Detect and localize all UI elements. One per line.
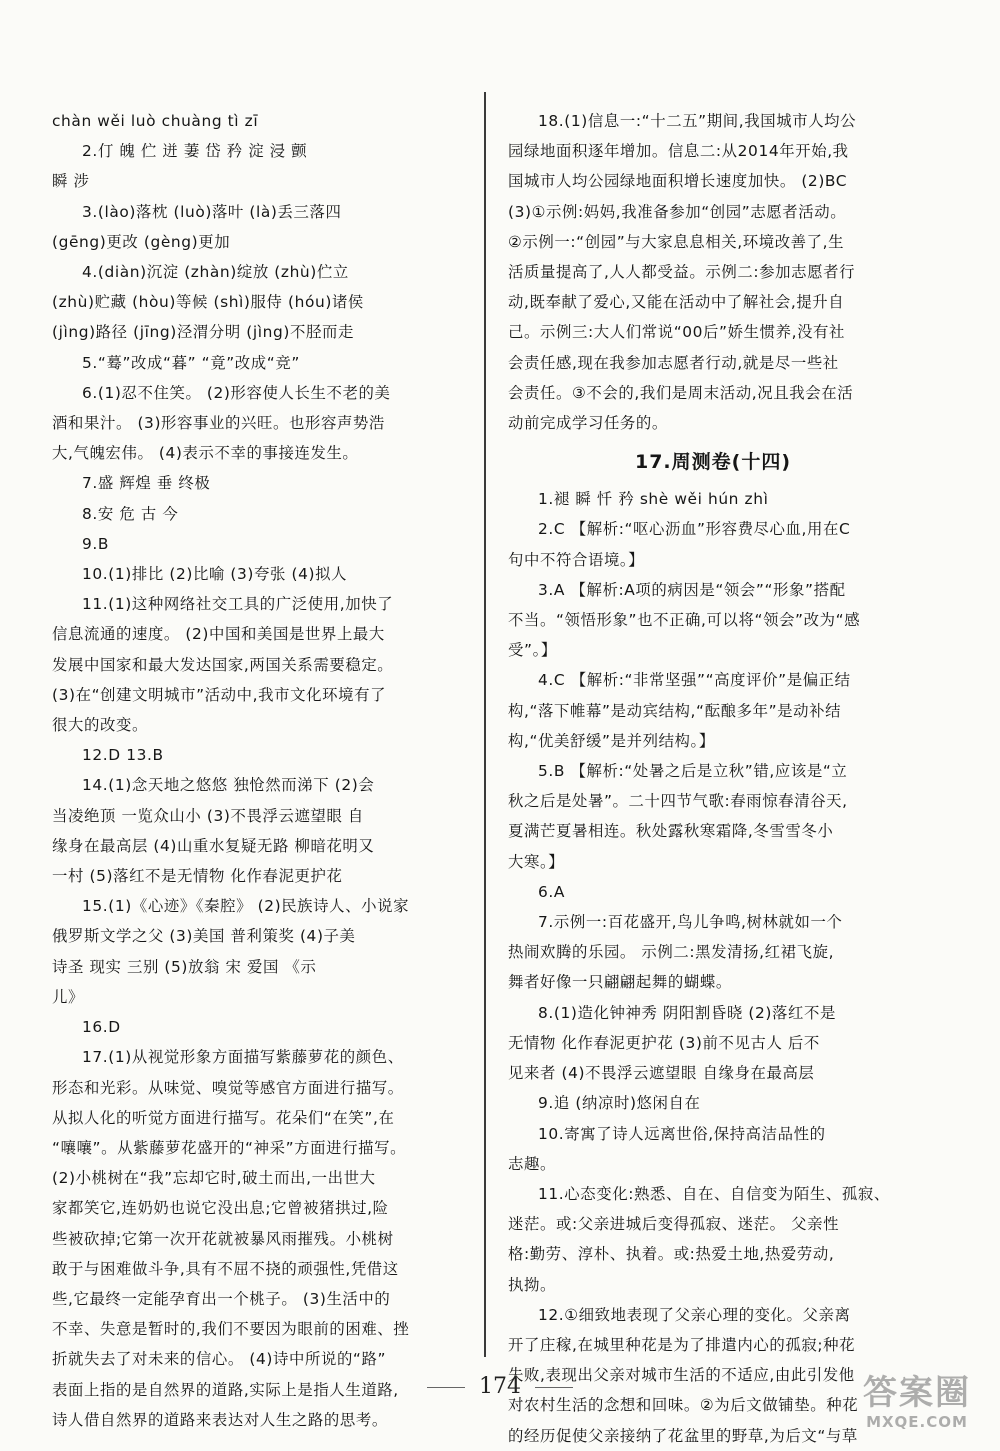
answer-line: 酒和果汁。 (3)形容事业的兴旺。也形容声势浩 [52,414,385,433]
answer-line: 8.安 危 古 今 [82,504,179,523]
answer-line: 受”。】 [508,641,557,660]
answer-line: 俄罗斯文学之父 (3)美国 普利策奖 (4)子美 [52,927,356,946]
answer-line: 3.A 【解析:A项的病因是“领会”“形象”搭配 [538,580,846,599]
answer-line: 5.“蓦”改成“暮” “竟”改成“竞” [82,353,300,372]
answer-line: 不当。“领悟形象”也不正确,可以将“领会”改为“感 [508,611,861,630]
answer-line: 对农村生活的念想和回味。②为后文做铺垫。种花 [508,1396,859,1415]
page-number: 174 [0,1374,1000,1399]
answer-line: 形态和光彩。从味觉、嗅觉等感官方面进行描写。 [52,1078,404,1097]
answer-line: 2.仃 魄 伫 迸 萋 岱 矜 淀 浸 颤 [82,142,308,161]
answer-line: 17.(1)从视觉形象方面描写紫藤萝花的颜色、 [82,1048,404,1067]
answer-line: 的经历促使父亲接纳了花盆里的野草,为后文“与草 [508,1426,858,1445]
answer-line: 夏满芒夏暑相连。秋处露秋寒霜降,冬雪雪冬小 [508,822,834,841]
answer-line: 儿》 [52,987,84,1006]
answer-line: 大,气魄宏伟。 (4)表示不幸的事接连发生。 [52,444,359,463]
answer-line: 7.盛 辉煌 垂 终极 [82,474,211,493]
answer-line: 10.(1)排比 (2)比喻 (3)夸张 (4)拟人 [82,565,348,584]
answer-line: 舞者好像一只翩翩起舞的蝴蝶。 [508,973,732,992]
answer-line: 不幸、失意是暂时的,我们不要因为眼前的困难、挫 [52,1320,410,1339]
answer-line: ②示例一:“创园”与大家息息相关,环境改善了,生 [508,232,845,251]
answer-line: 家都笑它,连奶奶也说它没出息;它曾被猪拱过,险 [52,1199,389,1218]
answer-line: 14.(1)念天地之悠悠 独怆然而涕下 (2)会 [82,776,375,795]
answer-line: 园绿地面积逐年增加。信息二:从2014年开始,我 [508,142,849,161]
answer-line: 发展中国家和最大发达国家,两国关系需要稳定。 [52,655,394,674]
right-bottom-answers [508,484,918,1451]
answer-line: (2)小桃树在“我”忘却它时,破土而出,一出世大 [52,1169,376,1188]
answer-line: 18.(1)信息一:“十二五”期间,我国城市人均公 [538,112,857,130]
answer-line: (zhù)贮藏 (hòu)等候 (shì)服侍 (hóu)诸侯 [52,293,364,312]
answer-line: 志趣。 [508,1154,556,1173]
answer-line: 失败,表现出父亲对城市生活的不适应,由此引发他 [508,1366,855,1385]
answer-line: 动前完成学习任务的。 [508,414,668,433]
answer-line: 信息流通的速度。 (2)中国和美国是世界上最大 [52,625,385,644]
answer-line: 国城市人均公园绿地面积增长速度加快。 (2)BC [508,172,848,191]
answer-line: 11.(1)这种网络社交工具的广泛使用,加快了 [82,595,394,614]
answer-line: 些,它最终一定能孕育出一个桃子。 (3)生活中的 [52,1289,391,1308]
answer-line: 诗圣 现实 三别 (5)放翁 宋 爱国 《示 [52,957,317,976]
answer-line: (3)①示例:妈妈,我准备参加“创园”志愿者活动。 [508,202,847,221]
answer-line: 很大的改变。 [52,716,148,735]
section-title: 17.周测卷(十四) [634,451,792,474]
answer-line: 9.追 (纳凉时)悠闲自在 [538,1094,701,1113]
answer-line: 开了庄稼,在城里种花是为了排遣内心的孤寂;种花 [508,1335,856,1354]
answer-line: 秋之后是处暑”。二十四节气歌:春雨惊春清谷天, [508,792,848,811]
watermark-logo [842,1373,992,1435]
answer-line: 11.心态变化:熟悉、自在、自信变为陌生、孤寂、 [538,1184,890,1203]
answer-line: 5.B 【解析:“处暑之后是立秋”错,应该是“立 [538,762,848,781]
answer-line: 12.①细致地表现了父亲心理的变化。父亲离 [538,1305,851,1324]
answer-line: 格:勤劳、淳朴、执着。或:热爱土地,热爱劳动, [508,1245,835,1264]
answer-line: 些被砍掉;它第一次开花就被暴风雨摧残。小桃树 [52,1229,394,1248]
answer-line: 无情物 化作春泥更护花 (3)前不见古人 后不 [508,1033,820,1052]
answer-line: 7.示例一:百花盛开,鸟儿争鸣,树林就如一个 [538,913,843,932]
answer-line: 热闹欢腾的乐园。 示例二:黑发清扬,红裙飞旋, [508,943,835,962]
right-top-answers [508,106,918,438]
answer-line: 当凌绝顶 一览众山小 (3)不畏浮云遮望眼 自 [52,806,364,825]
answer-line: (gēng)更改 (gèng)更加 [52,232,231,251]
answer-line: 9.B [82,534,110,553]
answer-line: 16.D [82,1018,121,1037]
answer-line: 3.(lào)落枕 (luò)落叶 (là)丢三落四 [82,202,342,221]
right-column [508,106,918,1451]
answer-line: 活质量提高了,人人都受益。示例二:参加志愿者行 [508,263,856,282]
column-divider [484,92,486,1357]
answer-line: 见来者 (4)不畏浮云遮望眼 自缘身在最高层 [508,1064,815,1083]
answer-line: 动,既奉献了爱心,又能在活动中了解社会,提升自 [508,293,845,312]
answer-line: 执拗。 [508,1275,556,1294]
answer-line: 会责任。③不会的,我们是周末活动,况且我会在活 [508,383,854,402]
answer-line: 表面上指的是自然界的道路,实际上是指人生道路, [52,1380,399,1399]
answer-line: 6.(1)忍不住笑。 (2)形容使人长生不老的美 [82,383,391,402]
watermark-text: 答案圈 [863,1373,971,1413]
answer-line: (jìng)路径 (jīng)泾渭分明 (jìng)不胫而走 [52,323,354,342]
answer-line: chàn wěi luò chuàng tì zī [52,112,259,130]
answer-line: 1.褪 瞬 忏 矜 shè wěi hún zhì [538,490,769,509]
answer-line: 6.A [538,882,566,901]
answer-line: 从拟人化的听觉方面进行描写。花朵们“在笑”,在 [52,1108,395,1127]
answer-line: 构,“落下帷幕”是动宾结构,“酝酿多年”是动补结 [508,701,842,720]
answer-line: “嚷嚷”。从紫藤萝花盛开的“神采”方面进行描写。 [52,1138,407,1157]
answer-line: 构,“优美舒缓”是并列结构。】 [508,731,715,750]
answer-line: 4.(diàn)沉淀 (zhàn)绽放 (zhù)伫立 [82,263,349,282]
answer-line: 12.D 13.B [82,746,164,765]
answer-line: 8.(1)造化钟神秀 阴阳割昏晓 (2)落红不是 [538,1003,836,1022]
answer-line: 迷茫。或:父亲进城后变得孤寂、迷茫。 父亲性 [508,1215,840,1234]
answer-line: 缘身在最高层 (4)山重水复疑无路 柳暗花明又 [52,836,375,855]
answer-line: 瞬 涉 [52,172,90,191]
answer-line: (3)在“创建文明城市”活动中,我市文化环境有了 [52,685,387,704]
answer-line: 敢于与困难做斗争,具有不屈不挠的顽强性,凭借这 [52,1259,399,1278]
answer-line: 15.(1)《心迹》《秦腔》 (2)民族诗人、小说家 [82,897,410,916]
answer-line: 大寒。】 [508,852,565,871]
answer-line: 一村 (5)落红不是无情物 化作春泥更护花 [52,867,343,886]
answer-line: 10.寄寓了诗人远离世俗,保持高洁品性的 [538,1124,826,1143]
answer-line: 句中不符合语境。】 [508,550,645,569]
answer-line: 折就失去了对未来的信心。 (4)诗中所说的“路” [52,1350,387,1369]
answer-line: 诗人借自然界的道路来表达对人生之路的思考。 [52,1410,388,1429]
watermark-site: MXQE.COM [866,1413,968,1431]
answer-line: 己。示例三:大人们常说“00后”娇生惯养,没有社 [508,323,846,342]
answer-line: 会责任感,现在我参加志愿者行动,就是尽一些社 [508,353,839,372]
answer-line: 4.C 【解析:“非常坚强”“高度评价”是偏正结 [538,671,851,690]
answer-line: 2.C 【解析:“呕心沥血”形容费尽心血,用在C [538,520,851,539]
left-column [52,106,464,1435]
